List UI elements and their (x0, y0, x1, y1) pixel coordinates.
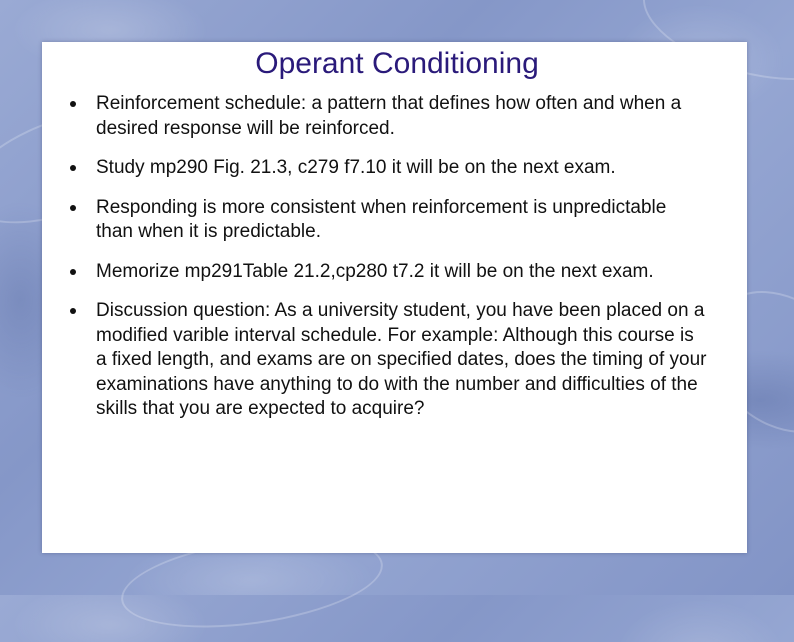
bullet-item (58, 92, 708, 141)
bullet-dot-icon (70, 101, 76, 107)
bullet-item (58, 299, 708, 422)
bullet-item (58, 260, 708, 285)
bullet-item (58, 156, 708, 181)
bullet-dot-icon (70, 165, 76, 171)
slide-title: Operant Conditioning (255, 47, 539, 80)
bullet-item (58, 196, 708, 245)
bullet-text: Memorize mp291Table 21.2,cp280 t7.2 it will be on the next exam. (96, 260, 654, 282)
bullet-text: Responding is more consistent when reinforcement is unpredictable than when it is predictable. (96, 196, 667, 242)
bullet-list (58, 92, 708, 437)
bullet-text: Discussion question: As a university student, you have been placed on a modified varible interval schedule. For example: Although this course is a fixed length, and exams are on specified dates, does the timing of your examinations have anything to do with the number and difficulties of the skills that you are expected to acquire? (96, 300, 707, 419)
bullet-text: Study mp290 Fig. 21.3, c279 f7.10 it will be on the next exam. (96, 157, 616, 178)
bullet-text: Reinforcement schedule: a pattern that defines how often and when a desired response will be reinforced. (96, 93, 682, 139)
bullet-dot-icon (70, 269, 76, 275)
bullet-dot-icon (70, 205, 76, 211)
bullet-dot-icon (70, 308, 76, 314)
